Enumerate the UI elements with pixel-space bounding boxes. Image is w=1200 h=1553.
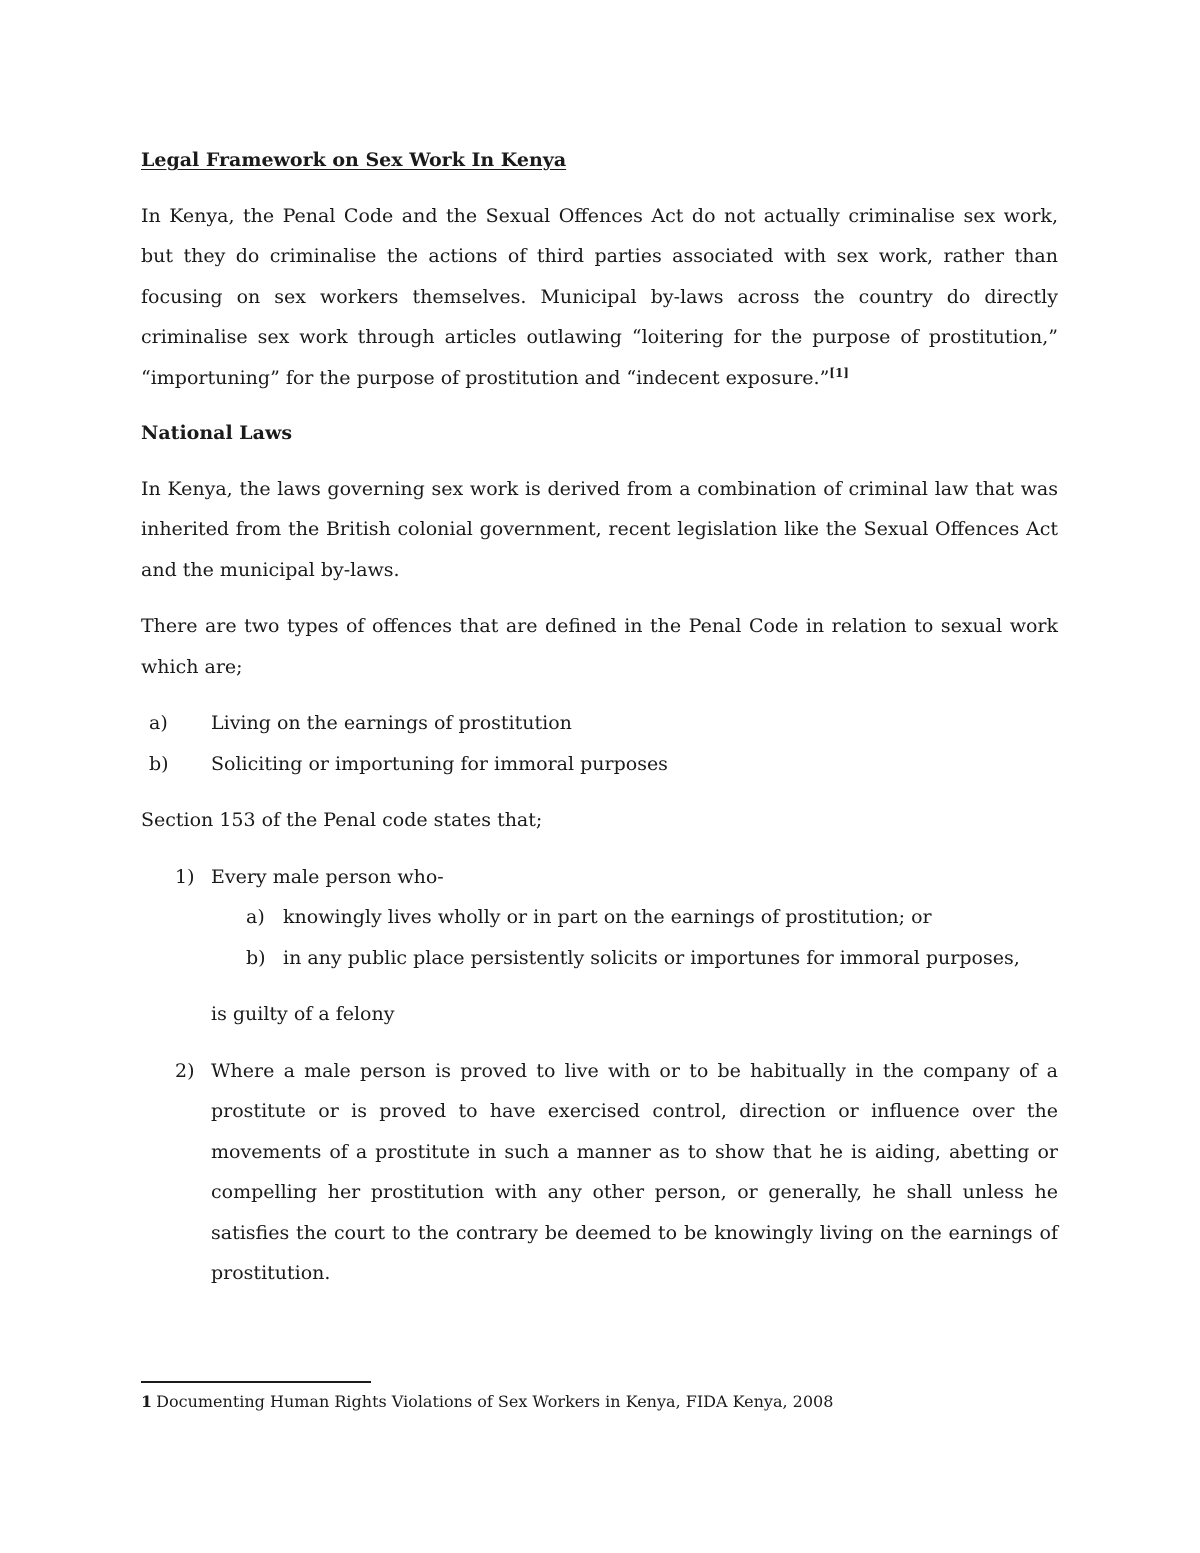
clause-marker: 2) [175, 1059, 195, 1082]
footnote-number: 1 [141, 1392, 153, 1411]
clause-subitem [211, 938, 1058, 979]
clause-item [141, 1051, 1058, 1294]
document-body [141, 140, 1058, 1294]
clause-text: Every male person who- [211, 865, 444, 888]
clause-marker: 1) [175, 865, 195, 888]
subitem-text: knowingly lives wholly or in part on the earnings of prostitution; or [283, 906, 932, 928]
list-marker: a) [149, 712, 168, 734]
list-item-text: Living on the earnings of prostitution [211, 712, 572, 734]
clause-subitem [211, 897, 1058, 938]
clause-text: Where a male person is proved to live with or to be habitually in the company of a prostitute or is proved to have exercised control, direction or influence over the movements of a prostitute in such a manner as to show that he is aiding, abetting or compelling her prostitution with any other person, or generally, he shall unless he satisfies the court to the contrary be deemed to be knowingly living on the earnings of prostitution. [211, 1059, 1058, 1284]
section-153-intro: Section 153 of the Penal code states that; [141, 809, 543, 831]
document-title: Legal Framework on Sex Work In Kenya [141, 149, 567, 171]
intro-text: In Kenya, the Penal Code and the Sexual Offences Act do not actually criminalise sex work, but they do criminalise the actions of third parties associated with sex work, rather than focusing on sex workers themselves. Municipal by-laws across the country do directly criminalise sex work through articles outlawing “loitering for the purpose of prostitution,” “importuning” for the purpose of prostitution and “indecent exposure.” [141, 204, 1058, 389]
paragraph-laws-governing: In Kenya, the laws governing sex work is derived from a combination of criminal law that was inherited from the British colonial government, recent legislation like the Sexual Offences Act and the municipal by-laws. [141, 477, 1058, 581]
footnote-text: Documenting Human Rights Violations of Sex Workers in Kenya, FIDA Kenya, 2008 [156, 1392, 834, 1411]
list-marker: b) [149, 752, 169, 775]
list-item [141, 703, 1058, 744]
offence-type-list [141, 703, 1058, 784]
intro-paragraph [141, 196, 1058, 399]
section-heading-national-laws: National Laws [141, 422, 293, 444]
footnote-reference[interactable]: [1] [829, 365, 849, 380]
footnote [141, 1390, 833, 1414]
subitem-marker: b) [246, 946, 266, 969]
paragraph-offence-types: There are two types of offences that are defined in the Penal Code in relation to sexual work which are; [141, 615, 1058, 678]
list-item-text: Soliciting or importuning for immoral purposes [211, 752, 668, 775]
clause-item [141, 857, 1058, 1035]
footnote-separator [141, 1381, 371, 1383]
subitem-marker: a) [246, 906, 265, 928]
subitem-text: in any public place persistently solicits or importunes for immoral purposes, [283, 946, 1020, 969]
clause-conclusion: is guilty of a felony [211, 1003, 395, 1025]
clause-subitem-list [211, 897, 1058, 978]
section-153-clauses [141, 857, 1058, 1294]
list-item [141, 744, 1058, 785]
